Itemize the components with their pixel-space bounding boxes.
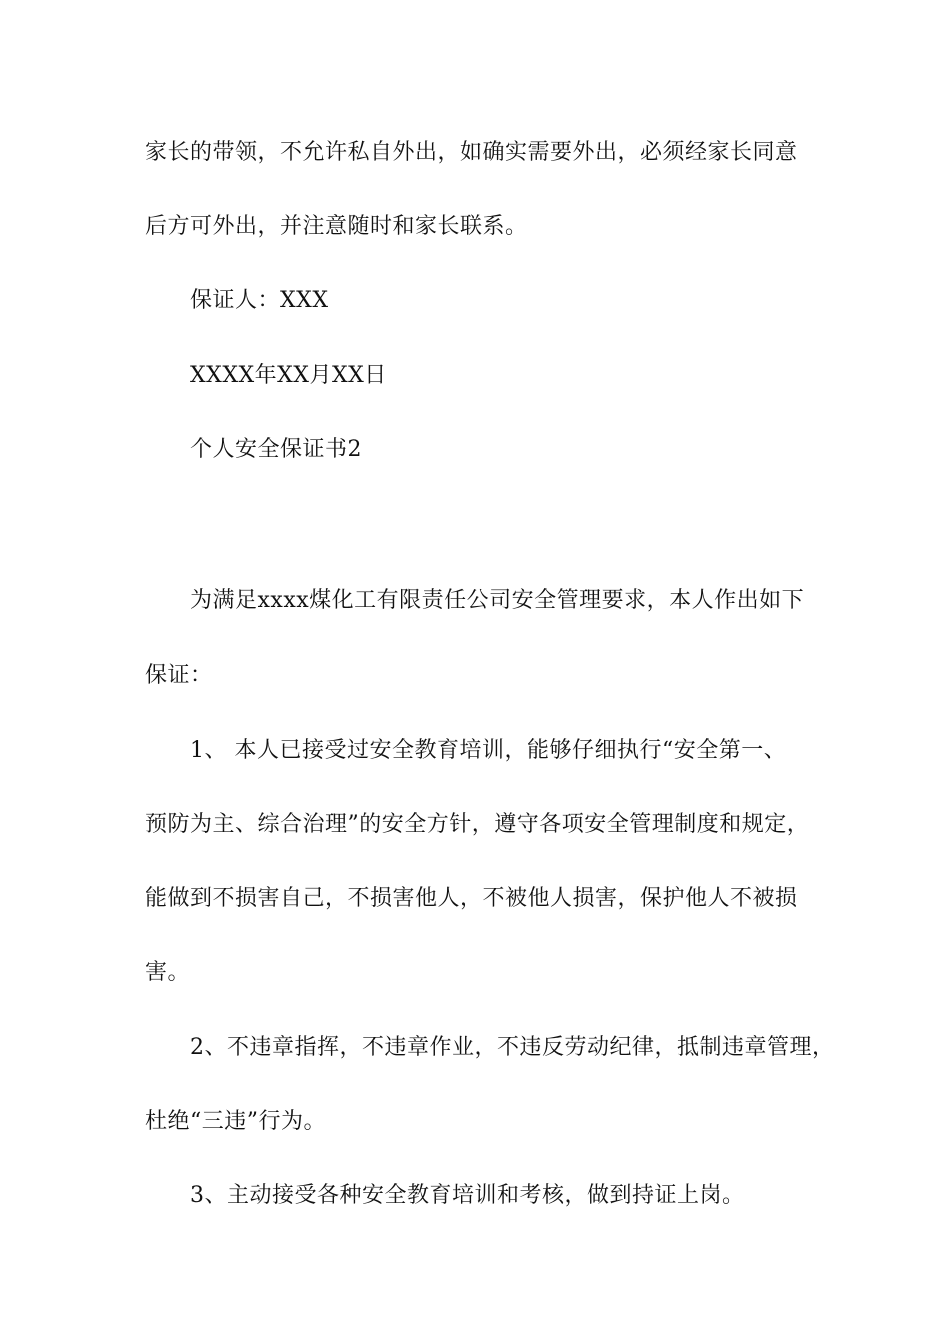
paragraph-line: 保证： xyxy=(145,663,213,688)
list-item-1: 1、 本人已接受过安全教育培训，能够仔细执行“安全第一、 xyxy=(190,738,787,763)
paragraph-line: 后方可外出，并注意随时和家长联系。 xyxy=(145,214,528,239)
paragraph-line: 能做到不损害自己，不损害他人，不被他人损害，保护他人不被损 xyxy=(145,886,798,911)
paragraph-line: 杜绝“三违”行为。 xyxy=(145,1109,326,1134)
paragraph-line: 家长的带领，不允许私自外出，如确实需要外出，必须经家长同意 xyxy=(145,140,798,165)
paragraph-line: 预防为主、综合治理”的安全方针，遵守各项安全管理制度和规定， xyxy=(145,812,810,837)
paragraph-line: 害。 xyxy=(145,960,191,985)
section-title: 个人安全保证书2 xyxy=(190,437,362,462)
date-line: XXXX年XX月XX日 xyxy=(190,363,387,388)
guarantor-line: 保证人：XXX xyxy=(190,288,329,313)
list-item-3: 3、主动接受各种安全教育培训和考核，做到持证上岗。 xyxy=(190,1183,745,1208)
paragraph-line: 为满足xxxx煤化工有限责任公司安全管理要求，本人作出如下 xyxy=(190,588,805,613)
list-item-2: 2、不违章指挥，不违章作业，不违反劳动纪律，抵制违章管理， xyxy=(190,1035,835,1060)
